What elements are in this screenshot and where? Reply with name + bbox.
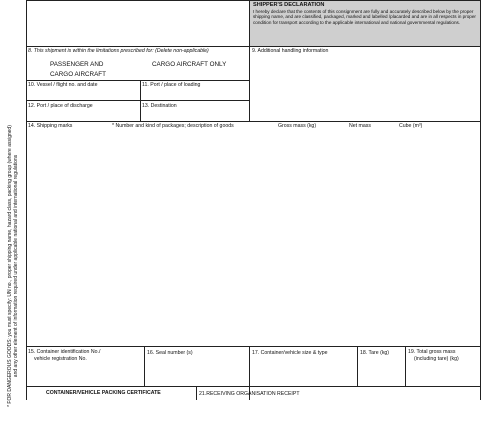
- box12-label: 12. Port / place of discharge: [28, 103, 93, 109]
- rule-below-box12: [26, 121, 481, 122]
- box19-label: [408, 349, 459, 362]
- shipper-declaration-text: I hereby declare that the contents of this consignment are fully and accurately described below by the proper shipping name, and are classified, packaged, marked and labelled /placarded and are in all respects in proper condition for transport according to the applicable international and national governmental regulations.: [253, 9, 476, 25]
- dangerous-goods-side-note: [7, 101, 19, 431]
- option-cargo-aircraft-only[interactable]: CARGO AIRCRAFT ONLY: [152, 61, 227, 68]
- side-note-line-1: * FOR DANGEROUS GOODS: you must specify: UN no., proper shipping name, hazard class, packing group (where assigned): [7, 125, 13, 407]
- box19-label-line-1: 19. Total gross mass: [408, 349, 456, 355]
- box15-field[interactable]: [27, 362, 143, 385]
- box18-label: 18. Tare (kg): [360, 350, 390, 356]
- box13-label: 13. Destination: [142, 103, 177, 109]
- rule-below-box8: [26, 80, 250, 81]
- box11-label: 11. Port / place of loading: [142, 82, 201, 88]
- box9-field[interactable]: [251, 55, 479, 119]
- box19-field[interactable]: [406, 362, 479, 385]
- box16-label: 16. Seal number (s): [147, 350, 193, 356]
- box11-field[interactable]: [141, 88, 248, 99]
- side-note-line-2: and any other element of information required under applicable national and international regulations: [13, 154, 19, 378]
- cube-header: Cube (m³): [399, 123, 423, 129]
- option-passenger-line-1: PASSENGER AND: [50, 61, 104, 68]
- box18-field[interactable]: [358, 358, 404, 385]
- box19-label-line-2: (including tare) (kg): [414, 355, 459, 362]
- option-passenger-and-cargo[interactable]: [50, 61, 106, 79]
- packing-certificate-title: CONTAINER/VEHICLE PACKING CERTIFICATE: [46, 390, 161, 396]
- shipping-marks-header: 14. Shipping marks: [28, 123, 73, 129]
- box12-field[interactable]: [27, 109, 139, 120]
- rule-above-footer: [26, 386, 481, 387]
- shipper-declaration-title: SHIPPER'S DECLARATION: [253, 2, 325, 8]
- box16-field[interactable]: [145, 358, 248, 385]
- rule-below-box10: [26, 100, 250, 101]
- box13-field[interactable]: [141, 109, 248, 120]
- box10-field[interactable]: [27, 88, 139, 99]
- gross-mass-header: Gross mass (kg): [278, 123, 317, 129]
- goods-description-area[interactable]: [27, 131, 479, 345]
- box9-label: 9. Additional handling information: [252, 48, 329, 54]
- box10-label: 10. Vessel / flight no. and date: [28, 82, 98, 88]
- box15-label-line-1: 15. Container identification No./: [28, 349, 101, 355]
- rule-divider-footer: [196, 386, 197, 400]
- net-mass-header: Net mass: [349, 123, 371, 129]
- box8-label: 8. This shipment is within the limitations prescribed for: (Delete non-applicable): [28, 48, 209, 54]
- box17-field[interactable]: [250, 358, 356, 385]
- box15-label: [28, 349, 100, 362]
- receiving-organisation-receipt-title: 21.RECEIVING ORGANISATION RECEIPT: [199, 391, 300, 397]
- box17-label: 17. Container/vehicle size & type: [252, 350, 328, 356]
- packages-description-header: * Number and kind of packages; description of goods: [112, 123, 234, 129]
- rule-above-box15: [26, 346, 481, 347]
- box15-label-line-2: vehicle registration No.: [34, 355, 87, 362]
- rule-below-declaration: [26, 46, 481, 47]
- option-passenger-line-2: CARGO AIRCRAFT: [50, 70, 106, 78]
